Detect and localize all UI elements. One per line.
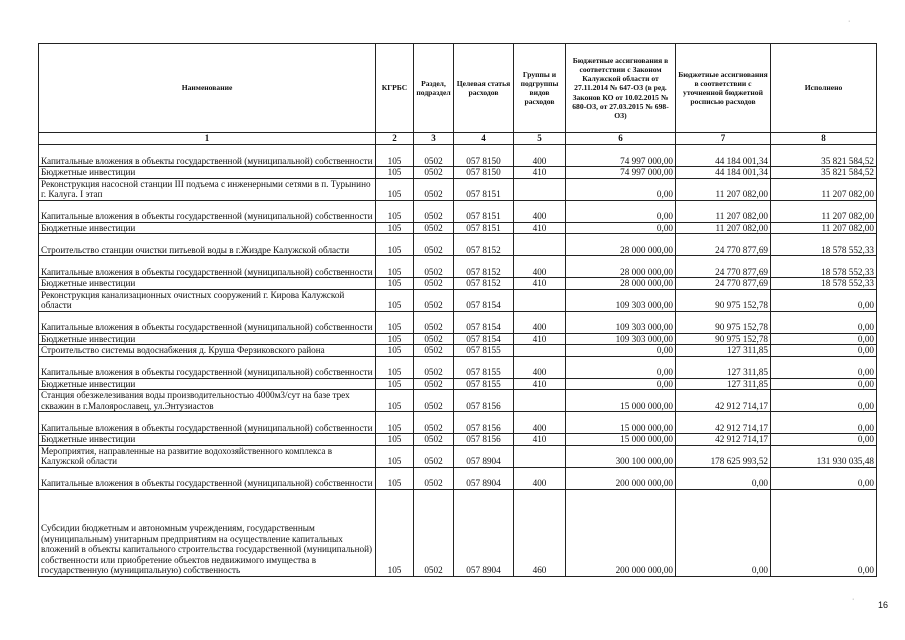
row-refined-amount-cell: 127 311,85 [676,356,771,378]
row-refined-amount-cell: 90 975 152,78 [676,289,771,311]
row-kgrbs-cell: 105 [376,167,414,179]
row-target-cell: 057 8154 [454,333,514,345]
column-number: 4 [454,133,514,145]
row-section-cell: 0502 [414,390,454,412]
row-section-cell: 0502 [414,256,454,278]
header-law: Бюджетные ассигнования в соответствии с Законом Калужской области от 27.11.2014 № 647-ОЗ (в ред. Законов КО от 10.02.2015 № 680-ОЗ, от 27.03.2015 № 698-ОЗ) [566,44,676,133]
row-name-cell: Капитальные вложения в объекты государственной (муниципальной) собственности [39,311,376,333]
row-executed-amount-cell: 11 207 082,00 [771,178,877,200]
row-target-cell: 057 8154 [454,311,514,333]
row-executed-amount-cell: 0,00 [771,467,877,489]
row-target-cell: 057 8156 [454,412,514,434]
row-target-cell: 057 8152 [454,278,514,290]
row-law-amount-cell: 109 303 000,00 [566,289,676,311]
column-number: 8 [771,133,877,145]
row-kgrbs-cell: 105 [376,289,414,311]
row-name-cell: Бюджетные инвестиции [39,378,376,390]
row-name-cell: Бюджетные инвестиции [39,278,376,290]
row-group-cell: 410 [514,222,566,234]
row-executed-amount-cell: 11 207 082,00 [771,200,877,222]
row-target-cell: 057 8155 [454,356,514,378]
row-law-amount-cell: 0,00 [566,200,676,222]
row-target-cell: 057 8150 [454,145,514,167]
row-refined-amount-cell: 42 912 714,17 [676,412,771,434]
row-kgrbs-cell: 105 [376,200,414,222]
row-target-cell: 057 8151 [454,222,514,234]
row-group-cell [514,345,566,357]
row-group-cell: 400 [514,256,566,278]
row-refined-amount-cell: 0,00 [676,489,771,576]
row-target-cell: 057 8904 [454,489,514,576]
row-refined-amount-cell: 11 207 082,00 [676,222,771,234]
row-refined-amount-cell: 90 975 152,78 [676,311,771,333]
row-refined-amount-cell: 24 770 877,69 [676,256,771,278]
row-name-cell: Реконструкция насосной станции III подъема с инженерными сетями в п. Турынино г. Калуга. I этап [39,178,376,200]
row-law-amount-cell: 28 000 000,00 [566,256,676,278]
row-group-cell: 400 [514,311,566,333]
row-group-cell [514,289,566,311]
row-group-cell: 410 [514,378,566,390]
row-section-cell: 0502 [414,345,454,357]
row-refined-amount-cell: 127 311,85 [676,345,771,357]
row-kgrbs-cell: 105 [376,434,414,446]
row-group-cell: 410 [514,167,566,179]
budget-table-sheet [38,43,876,577]
row-name-cell: Мероприятия, направленные на развитие водохозяйственного комплекса в Калужской области [39,445,376,467]
row-refined-amount-cell: 178 625 993,52 [676,445,771,467]
row-kgrbs-cell: 105 [376,311,414,333]
table-row [39,200,877,222]
row-target-cell: 057 8150 [454,167,514,179]
row-refined-amount-cell: 44 184 001,34 [676,145,771,167]
row-section-cell: 0502 [414,222,454,234]
row-group-cell: 410 [514,278,566,290]
row-section-cell: 0502 [414,289,454,311]
row-group-cell [514,390,566,412]
row-group-cell: 410 [514,333,566,345]
table-row [39,145,877,167]
table-row [39,378,877,390]
row-refined-amount-cell: 11 207 082,00 [676,178,771,200]
row-section-cell: 0502 [414,378,454,390]
row-law-amount-cell: 74 997 000,00 [566,167,676,179]
row-refined-amount-cell: 24 770 877,69 [676,278,771,290]
row-name-cell: Бюджетные инвестиции [39,333,376,345]
row-refined-amount-cell: 42 912 714,17 [676,390,771,412]
row-group-cell: 400 [514,467,566,489]
row-name-cell: Капитальные вложения в объекты государственной (муниципальной) собственности [39,145,376,167]
row-name-cell: Субсидии бюджетным и автономным учреждениям, государственным (муниципальным) унитарным предприятиям на осуществление капитальных вложений в объекты капитального строительства государственной (муниципальной) собственности или приобретение объектов недвижимого имущества в государственную (муниципальную) собственность [39,489,376,576]
row-section-cell: 0502 [414,412,454,434]
table-row [39,390,877,412]
row-section-cell: 0502 [414,145,454,167]
scan-speck: · [852,596,855,603]
table-row [39,167,877,179]
column-number: 2 [376,133,414,145]
row-name-cell: Капитальные вложения в объекты государственной (муниципальной) собственности [39,467,376,489]
row-target-cell: 057 8155 [454,345,514,357]
row-name-cell: Строительство системы водоснабжения д. Круша Ферзиковского района [39,345,376,357]
header-section: Раздел, подраздел [414,44,454,133]
table-row [39,434,877,446]
row-law-amount-cell: 0,00 [566,356,676,378]
table-row [39,256,877,278]
row-law-amount-cell: 0,00 [566,345,676,357]
row-refined-amount-cell: 127 311,85 [676,378,771,390]
header-group: Группы и подгруппы видов расходов [514,44,566,133]
row-executed-amount-cell: 18 578 552,33 [771,256,877,278]
row-refined-amount-cell: 90 975 152,78 [676,333,771,345]
row-target-cell: 057 8904 [454,467,514,489]
scan-speck: · [848,18,851,25]
row-target-cell: 057 8155 [454,378,514,390]
row-section-cell: 0502 [414,434,454,446]
row-group-cell: 400 [514,200,566,222]
row-kgrbs-cell: 105 [376,345,414,357]
row-section-cell: 0502 [414,333,454,345]
row-section-cell: 0502 [414,234,454,256]
row-name-cell: Бюджетные инвестиции [39,222,376,234]
row-section-cell: 0502 [414,467,454,489]
column-number: 7 [676,133,771,145]
header-kgrbs: КГРБС [376,44,414,133]
row-kgrbs-cell: 105 [376,234,414,256]
row-section-cell: 0502 [414,445,454,467]
row-name-cell: Бюджетные инвестиции [39,434,376,446]
row-law-amount-cell: 109 303 000,00 [566,311,676,333]
row-section-cell: 0502 [414,167,454,179]
row-name-cell: Бюджетные инвестиции [39,167,376,179]
row-executed-amount-cell: 18 578 552,33 [771,234,877,256]
row-law-amount-cell: 28 000 000,00 [566,278,676,290]
row-kgrbs-cell: 105 [376,178,414,200]
row-refined-amount-cell: 0,00 [676,467,771,489]
column-number-row [39,133,877,145]
row-kgrbs-cell: 105 [376,356,414,378]
row-executed-amount-cell: 0,00 [771,311,877,333]
row-refined-amount-cell: 11 207 082,00 [676,200,771,222]
row-law-amount-cell: 109 303 000,00 [566,333,676,345]
column-number: 5 [514,133,566,145]
row-group-cell [514,445,566,467]
budget-table [38,43,877,577]
row-kgrbs-cell: 105 [376,145,414,167]
row-executed-amount-cell: 0,00 [771,289,877,311]
row-kgrbs-cell: 105 [376,333,414,345]
column-number: 1 [39,133,376,145]
table-row [39,445,877,467]
table-row [39,234,877,256]
table-row [39,311,877,333]
row-kgrbs-cell: 105 [376,378,414,390]
row-name-cell: Капитальные вложения в объекты государственной (муниципальной) собственности [39,356,376,378]
column-number: 6 [566,133,676,145]
row-executed-amount-cell: 35 821 584,52 [771,167,877,179]
row-name-cell: Станция обезжелезивания воды производительностью 4000м3/сут на базе трех скважин в г.Малоярославец, ул.Энтузиастов [39,390,376,412]
row-target-cell: 057 8151 [454,200,514,222]
row-target-cell: 057 8156 [454,434,514,446]
page-number: 16 [877,600,888,610]
row-section-cell: 0502 [414,178,454,200]
row-kgrbs-cell: 105 [376,256,414,278]
row-group-cell [514,234,566,256]
table-row [39,412,877,434]
row-name-cell: Капитальные вложения в объекты государственной (муниципальной) собственности [39,256,376,278]
row-group-cell: 400 [514,356,566,378]
row-law-amount-cell: 0,00 [566,222,676,234]
row-law-amount-cell: 15 000 000,00 [566,412,676,434]
row-executed-amount-cell: 0,00 [771,434,877,446]
row-target-cell: 057 8151 [454,178,514,200]
row-target-cell: 057 8154 [454,289,514,311]
row-kgrbs-cell: 105 [376,222,414,234]
row-executed-amount-cell: 0,00 [771,345,877,357]
header-refined: Бюджетные ассигнования в соответствии с уточненной бюджетной росписью расходов [676,44,771,133]
row-executed-amount-cell: 0,00 [771,378,877,390]
row-kgrbs-cell: 105 [376,412,414,434]
row-refined-amount-cell: 24 770 877,69 [676,234,771,256]
row-section-cell: 0502 [414,311,454,333]
row-law-amount-cell: 200 000 000,00 [566,467,676,489]
row-law-amount-cell: 200 000 000,00 [566,489,676,576]
row-kgrbs-cell: 105 [376,467,414,489]
table-row [39,289,877,311]
row-target-cell: 057 8156 [454,390,514,412]
row-law-amount-cell: 0,00 [566,178,676,200]
row-law-amount-cell: 15 000 000,00 [566,390,676,412]
row-group-cell: 410 [514,434,566,446]
table-row [39,178,877,200]
row-name-cell: Капитальные вложения в объекты государственной (муниципальной) собственности [39,200,376,222]
row-target-cell: 057 8152 [454,256,514,278]
row-law-amount-cell: 0,00 [566,378,676,390]
header-name: Наименование [39,44,376,133]
row-section-cell: 0502 [414,200,454,222]
row-group-cell: 400 [514,145,566,167]
table-row [39,222,877,234]
table-row [39,489,877,576]
row-section-cell: 0502 [414,489,454,576]
header-row [39,44,877,133]
row-section-cell: 0502 [414,278,454,290]
row-group-cell [514,178,566,200]
row-refined-amount-cell: 42 912 714,17 [676,434,771,446]
row-kgrbs-cell: 105 [376,445,414,467]
row-target-cell: 057 8152 [454,234,514,256]
row-executed-amount-cell: 131 930 035,48 [771,445,877,467]
row-executed-amount-cell: 11 207 082,00 [771,222,877,234]
row-executed-amount-cell: 0,00 [771,489,877,576]
row-law-amount-cell: 15 000 000,00 [566,434,676,446]
table-row [39,278,877,290]
row-refined-amount-cell: 44 184 001,34 [676,167,771,179]
table-row [39,333,877,345]
row-group-cell: 460 [514,489,566,576]
row-kgrbs-cell: 105 [376,489,414,576]
row-kgrbs-cell: 105 [376,278,414,290]
table-body [39,145,877,577]
row-executed-amount-cell: 0,00 [771,412,877,434]
row-law-amount-cell: 300 100 000,00 [566,445,676,467]
row-section-cell: 0502 [414,356,454,378]
row-target-cell: 057 8904 [454,445,514,467]
column-number: 3 [414,133,454,145]
row-name-cell: Капитальные вложения в объекты государственной (муниципальной) собственности [39,412,376,434]
table-row [39,345,877,357]
header-target: Целевая статья расходов [454,44,514,133]
row-executed-amount-cell: 18 578 552,33 [771,278,877,290]
row-law-amount-cell: 74 997 000,00 [566,145,676,167]
row-law-amount-cell: 28 000 000,00 [566,234,676,256]
row-name-cell: Строительство станции очистки питьевой воды в г.Жиздре Калужской области [39,234,376,256]
row-executed-amount-cell: 0,00 [771,333,877,345]
row-name-cell: Реконструкция канализационных очистных сооружений г. Кирова Калужской области [39,289,376,311]
header-executed: Исполнено [771,44,877,133]
table-row [39,356,877,378]
row-executed-amount-cell: 0,00 [771,356,877,378]
row-group-cell: 400 [514,412,566,434]
row-executed-amount-cell: 0,00 [771,390,877,412]
row-kgrbs-cell: 105 [376,390,414,412]
row-executed-amount-cell: 35 821 584,52 [771,145,877,167]
table-row [39,467,877,489]
